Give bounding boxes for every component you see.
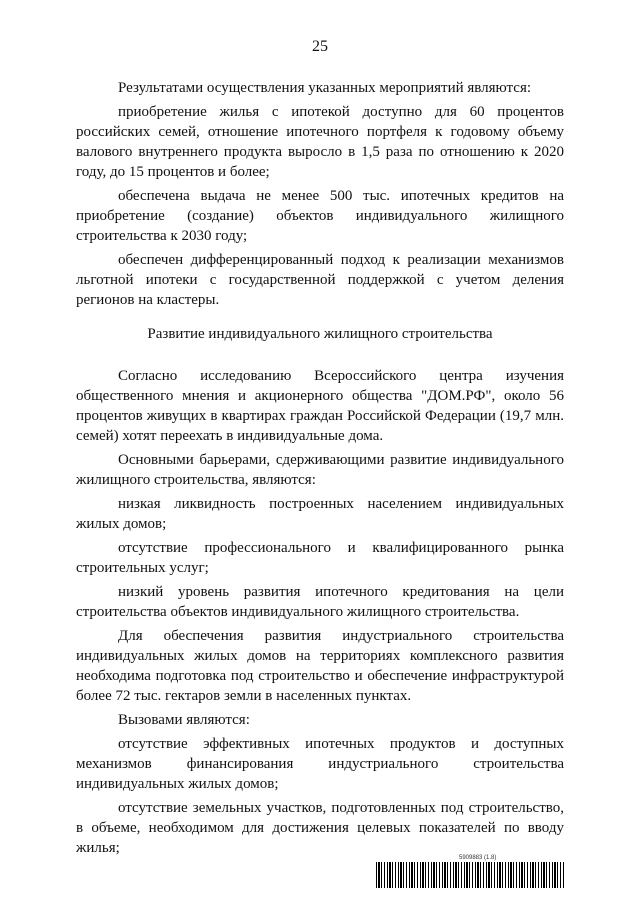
paragraph: отсутствие профессионального и квалифицированного рынка строительных услуг;	[76, 540, 564, 576]
page-number: 25	[312, 38, 328, 55]
paragraph: низкий уровень развития ипотечного кредитования на цели строительства объектов индивидуального жилищного строительства.	[76, 584, 564, 620]
paragraph: Основными барьерами, сдерживающими развитие индивидуального жилищного строительства, являются:	[76, 452, 564, 488]
barcode-image	[376, 862, 564, 888]
paragraph: обеспечен дифференцированный подход к реализации механизмов льготной ипотеки с государственной поддержкой с учетом деления регионов на кластеры.	[76, 252, 564, 308]
section-heading: Развитие индивидуального жилищного строительства	[147, 326, 493, 342]
document-code: 5909883 (1.8)	[459, 855, 497, 861]
paragraph: Вызовами являются:	[118, 712, 250, 728]
document-body	[76, 78, 564, 862]
paragraph: отсутствие земельных участков, подготовленных под строительство, в объеме, необходимом для достижения целевых показателей по вводу жилья;	[76, 800, 564, 856]
paragraph: обеспечена выдача не менее 500 тыс. ипотечных кредитов на приобретение (создание) объектов индивидуального жилищного строительства к 2030 году;	[76, 188, 564, 244]
paragraph: приобретение жилья с ипотекой доступно для 60 процентов российских семей, отношение ипотечного портфеля к годовому объему валового внутреннего продукта выросло в 1,5 раза по отношению к 2020 году, до 15 процентов и более;	[76, 104, 564, 180]
paragraph: отсутствие эффективных ипотечных продуктов и доступных механизмов финансирования индустриального строительства индивидуальных жилых домов;	[76, 736, 564, 792]
paragraph: Согласно исследованию Всероссийского центра изучения общественного мнения и акционерного общества "ДОМ.РФ", около 56 процентов живущих в квартирах граждан Российской Федерации (19,7 млн. семей) хотят переехать в индивидуальные дома.	[76, 368, 564, 444]
paragraph: Для обеспечения развития индустриального строительства индивидуальных жилых домов на территориях комплексного развития необходима подготовка под строительство и обеспечение инфраструктурой более 72 тыс. гектаров земли в населенных пунктах.	[76, 628, 564, 704]
paragraph: низкая ликвидность построенных населением индивидуальных жилых домов;	[76, 496, 564, 532]
paragraph: Результатами осуществления указанных мероприятий являются:	[118, 80, 532, 96]
